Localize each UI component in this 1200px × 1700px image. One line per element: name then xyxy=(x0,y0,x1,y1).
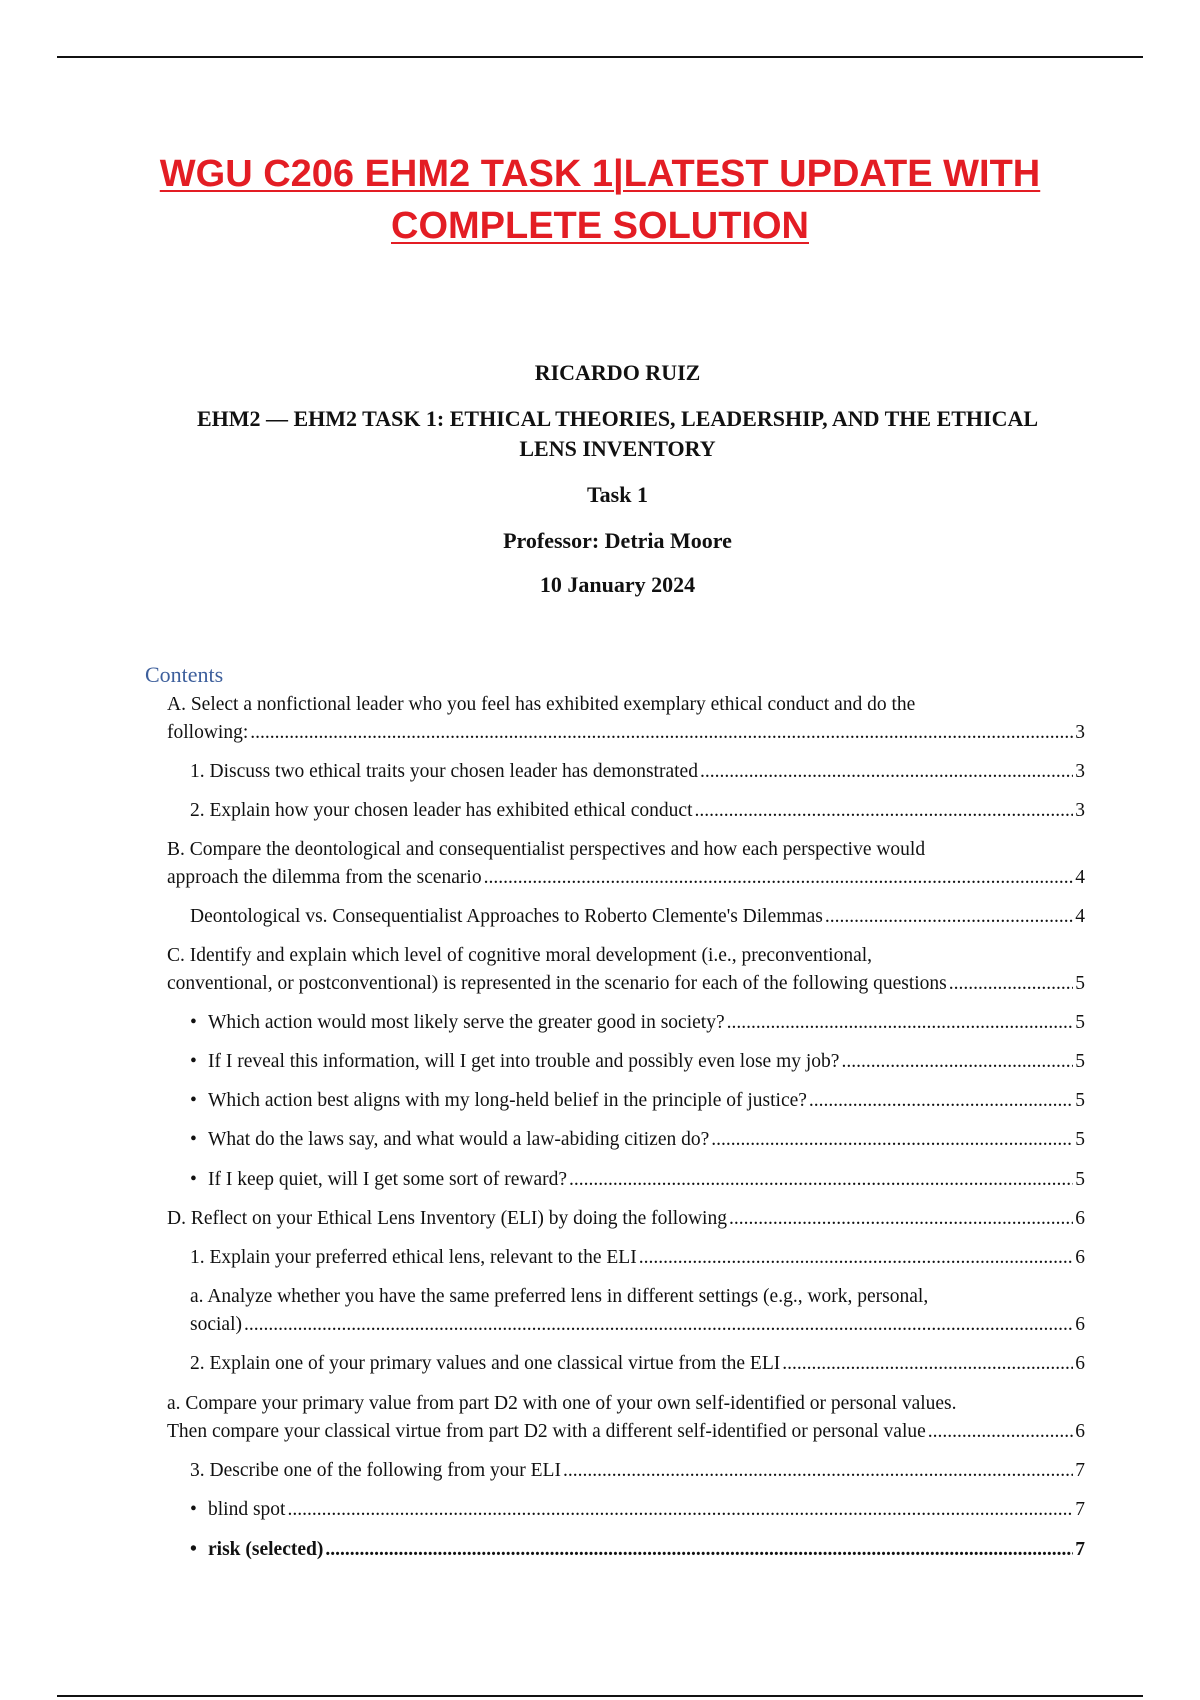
toc-entry-b[interactable] xyxy=(167,836,1085,892)
toc-leader-dots xyxy=(711,1126,1073,1154)
toc-page-number: 5 xyxy=(1075,1090,1085,1111)
toc-entry-d2a[interactable] xyxy=(167,1390,1085,1446)
toc-leader-dots xyxy=(949,970,1073,998)
toc-page-number: 6 xyxy=(1075,1247,1085,1268)
toc-page-number: 3 xyxy=(1075,722,1085,743)
toc-entry-text: a. Analyze whether you have the same preferred lens in different settings (e.g., work, personal, xyxy=(190,1286,929,1307)
banner-line-1: WGU C206 EHM2 TASK 1|LATEST UPDATE WITH xyxy=(159,153,1041,195)
toc-leader-dots xyxy=(287,1496,1073,1524)
contents-heading: Contents xyxy=(145,662,224,687)
toc-page-number: 5 xyxy=(1075,1012,1085,1033)
toc-entry-text: D. Reflect on your Ethical Lens Inventory (ELI) by doing the following xyxy=(167,1208,727,1229)
course-title xyxy=(140,404,1095,464)
toc-entry-b-sub[interactable] xyxy=(190,903,1085,931)
bottom-rule xyxy=(57,1695,1143,1697)
toc-entry-c-bullet-4[interactable] xyxy=(190,1126,1085,1154)
toc-leader-dots xyxy=(809,1087,1073,1115)
toc-entry-d3-bullet-2[interactable] xyxy=(190,1536,1085,1564)
toc-entry-c-bullet-5[interactable] xyxy=(190,1166,1085,1194)
toc-entry-c-bullet-2[interactable] xyxy=(190,1048,1085,1076)
toc-leader-dots xyxy=(700,758,1073,786)
toc-leader-dots xyxy=(484,864,1074,892)
toc-entry-d2[interactable] xyxy=(190,1350,1085,1378)
toc-leader-dots xyxy=(244,1311,1073,1339)
toc-leader-dots xyxy=(928,1418,1073,1446)
toc-leader-dots xyxy=(782,1350,1073,1378)
toc-leader-dots xyxy=(325,1536,1073,1564)
toc-entry-text: A. Select a nonfictional leader who you feel has exhibited exemplary ethical conduct and do the xyxy=(167,694,916,715)
toc-page-number: 6 xyxy=(1075,1314,1085,1335)
toc-page-number: 6 xyxy=(1075,1421,1085,1442)
cover-block xyxy=(140,358,1095,600)
toc-entry-text: a. Compare your primary value from part D2 with one of your own self-identified or personal values. xyxy=(167,1393,957,1414)
toc-entry-d3-bullet-1[interactable] xyxy=(190,1496,1085,1524)
toc-entry-text: following: xyxy=(167,722,249,743)
toc-entry-c-bullet-1[interactable] xyxy=(190,1009,1085,1037)
toc-leader-dots xyxy=(695,797,1074,825)
toc-entry-text: social) xyxy=(190,1314,242,1335)
bullet-icon: • xyxy=(190,1539,197,1560)
toc-leader-dots xyxy=(569,1166,1073,1194)
toc-leader-dots xyxy=(825,903,1073,931)
course-title-line-1: EHM2 — EHM2 TASK 1: ETHICAL THEORIES, LEADERSHIP, AND THE ETHICAL xyxy=(196,406,1039,431)
toc-entry-text: Deontological vs. Consequentialist Approaches to Roberto Clemente's Dilemmas xyxy=(190,906,823,927)
toc-page-number: 7 xyxy=(1075,1460,1085,1481)
toc-page-number: 5 xyxy=(1075,1051,1085,1072)
course-title-line-2: LENS INVENTORY xyxy=(519,436,716,461)
professor-name: Professor: Detria Moore xyxy=(503,528,732,553)
toc-page-number: 3 xyxy=(1075,800,1085,821)
toc-entry-text: 1. Explain your preferred ethical lens, relevant to the ELI xyxy=(190,1247,637,1268)
toc-entry-a[interactable] xyxy=(167,691,1085,747)
toc-page-number: 6 xyxy=(1075,1353,1085,1374)
toc-leader-dots xyxy=(563,1457,1073,1485)
toc-page-number: 4 xyxy=(1075,906,1085,927)
top-rule xyxy=(57,56,1143,58)
toc-page-number: 5 xyxy=(1075,973,1085,994)
banner-line-2: COMPLETE SOLUTION xyxy=(391,205,809,247)
toc-leader-dots xyxy=(639,1244,1074,1272)
toc-leader-dots xyxy=(250,719,1073,747)
toc-entry-text: 2. Explain how your chosen leader has exhibited ethical conduct xyxy=(190,800,693,821)
toc-page-number: 6 xyxy=(1075,1208,1085,1229)
toc-entry-text: 2. Explain one of your primary values and one classical virtue from the ELI xyxy=(190,1353,781,1374)
task-label: Task 1 xyxy=(587,482,648,507)
document-banner-title xyxy=(100,148,1100,252)
toc-entry-text: risk (selected) xyxy=(208,1539,324,1560)
toc-entry-text: Then compare your classical virtue from part D2 with a different self-identified or personal value xyxy=(167,1421,926,1442)
toc-entry-text: Which action best aligns with my long-held belief in the principle of justice? xyxy=(208,1090,807,1111)
bullet-icon: • xyxy=(190,1129,197,1150)
bullet-icon: • xyxy=(190,1499,197,1520)
toc-entry-d3[interactable] xyxy=(190,1457,1085,1485)
bullet-icon: • xyxy=(190,1012,197,1033)
bullet-icon: • xyxy=(190,1090,197,1111)
toc-leader-dots xyxy=(727,1009,1074,1037)
toc-entry-c-bullet-3[interactable] xyxy=(190,1087,1085,1115)
toc-entry-text: If I keep quiet, will I get some sort of reward? xyxy=(208,1169,567,1190)
toc-entry-text: approach the dilemma from the scenario xyxy=(167,867,482,888)
toc-entry-text: What do the laws say, and what would a law-abiding citizen do? xyxy=(208,1129,710,1150)
toc-entry-d[interactable] xyxy=(167,1205,1085,1233)
toc-entry-a1[interactable] xyxy=(190,758,1085,786)
bullet-icon: • xyxy=(190,1051,197,1072)
toc-page-number: 7 xyxy=(1075,1499,1085,1520)
toc-entry-text: 3. Describe one of the following from your ELI xyxy=(190,1460,561,1481)
toc-page-number: 5 xyxy=(1075,1169,1085,1190)
document-date: 10 January 2024 xyxy=(539,572,696,597)
toc-entry-d1a[interactable] xyxy=(190,1283,1085,1339)
toc-entry-c[interactable] xyxy=(167,942,1085,998)
toc-leader-dots xyxy=(729,1205,1073,1233)
toc-entry-a2[interactable] xyxy=(190,797,1085,825)
bullet-icon: • xyxy=(190,1169,197,1190)
toc-entry-text: 1. Discuss two ethical traits your chosen leader has demonstrated xyxy=(190,761,698,782)
toc-leader-dots xyxy=(841,1048,1073,1076)
toc-entry-text: B. Compare the deontological and consequentialist perspectives and how each perspective would xyxy=(167,839,926,860)
toc-entry-text: blind spot xyxy=(208,1499,286,1520)
toc-page-number: 4 xyxy=(1075,867,1085,888)
toc-entry-text: conventional, or postconventional) is represented in the scenario for each of the following questions xyxy=(167,973,947,994)
toc-entry-text: C. Identify and explain which level of cognitive moral development (i.e., preconventional, xyxy=(167,945,873,966)
toc-entry-text: If I reveal this information, will I get into trouble and possibly even lose my job? xyxy=(208,1051,840,1072)
toc-entry-d1[interactable] xyxy=(190,1244,1085,1272)
toc-page-number: 5 xyxy=(1075,1129,1085,1150)
toc-entry-text: Which action would most likely serve the greater good in society? xyxy=(208,1012,725,1033)
toc-page-number: 7 xyxy=(1075,1539,1085,1560)
toc-page-number: 3 xyxy=(1075,761,1085,782)
author-name: RICARDO RUIZ xyxy=(534,360,701,385)
